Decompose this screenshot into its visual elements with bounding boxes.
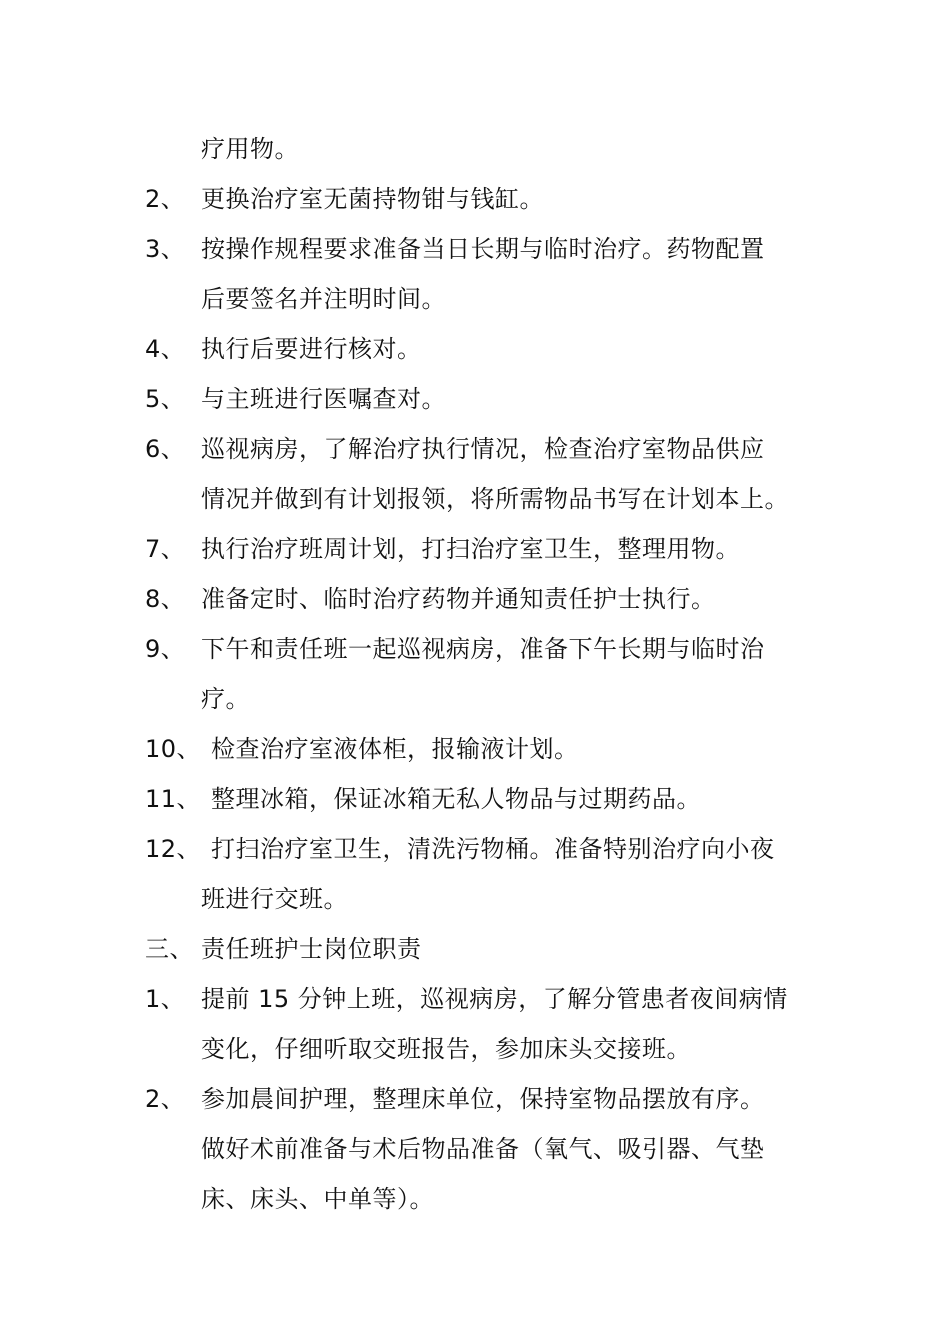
list-text: 与主班进行医嘱查对。 (201, 385, 446, 413)
list-number: 3、 (145, 235, 186, 263)
list-text: 整理冰箱，保证冰箱无私人物品与过期药品。 (211, 785, 701, 813)
list-text: 更换治疗室无菌持物钳与钱缸。 (201, 185, 544, 213)
list-text: 做好术前准备与术后物品准备（氧气、吸引器、气垫 (201, 1135, 765, 1163)
list-text: 提前 15 分钟上班，巡视病房，了解分管患者夜间病情 (201, 985, 788, 1013)
list-number: 8、 (145, 585, 186, 613)
list-number: 4、 (145, 335, 186, 363)
list-text: 准备定时、临时治疗药物并通知责任护士执行。 (201, 585, 716, 613)
list-number: 6、 (145, 435, 186, 463)
list-text: 执行治疗班周计划，打扫治疗室卫生，整理用物。 (201, 535, 740, 563)
section-number: 三、 (145, 935, 194, 963)
list-number: 2、 (145, 185, 186, 213)
list-text: 班进行交班。 (201, 885, 348, 913)
list-text: 参加晨间护理，整理床单位，保持室物品摆放有序。 (201, 1085, 765, 1113)
list-text: 后要签名并注明时间。 (201, 285, 446, 313)
list-number: 7、 (145, 535, 186, 563)
list-text: 情况并做到有计划报领，将所需物品书写在计划本上。 (201, 485, 789, 513)
section-title: 责任班护士岗位职责 (201, 935, 422, 963)
list-number: 5、 (145, 385, 186, 413)
list-text: 疗。 (201, 685, 250, 713)
list-number: 11、 (145, 785, 202, 813)
list-number: 9、 (145, 635, 186, 663)
list-number: 2、 (145, 1085, 186, 1113)
list-text: 巡视病房，了解治疗执行情况，检查治疗室物品供应 (201, 435, 765, 463)
list-text: 检查治疗室液体柜，报输液计划。 (211, 735, 579, 763)
list-number: 1、 (145, 985, 186, 1013)
list-text: 下午和责任班一起巡视病房，准备下午长期与临时治 (201, 635, 765, 663)
list-number: 12、 (145, 835, 202, 863)
list-text: 按操作规程要求准备当日长期与临时治疗。药物配置 (201, 235, 765, 263)
continuation-text: 疗用物。 (201, 135, 299, 163)
list-text: 打扫治疗室卫生，清洗污物桶。准备特别治疗向小夜 (211, 835, 775, 863)
list-text: 变化，仔细听取交班报告，参加床头交接班。 (201, 1035, 691, 1063)
list-text: 执行后要进行核对。 (201, 335, 422, 363)
list-number: 10、 (145, 735, 202, 763)
list-text: 床、床头、中单等）。 (201, 1185, 434, 1213)
